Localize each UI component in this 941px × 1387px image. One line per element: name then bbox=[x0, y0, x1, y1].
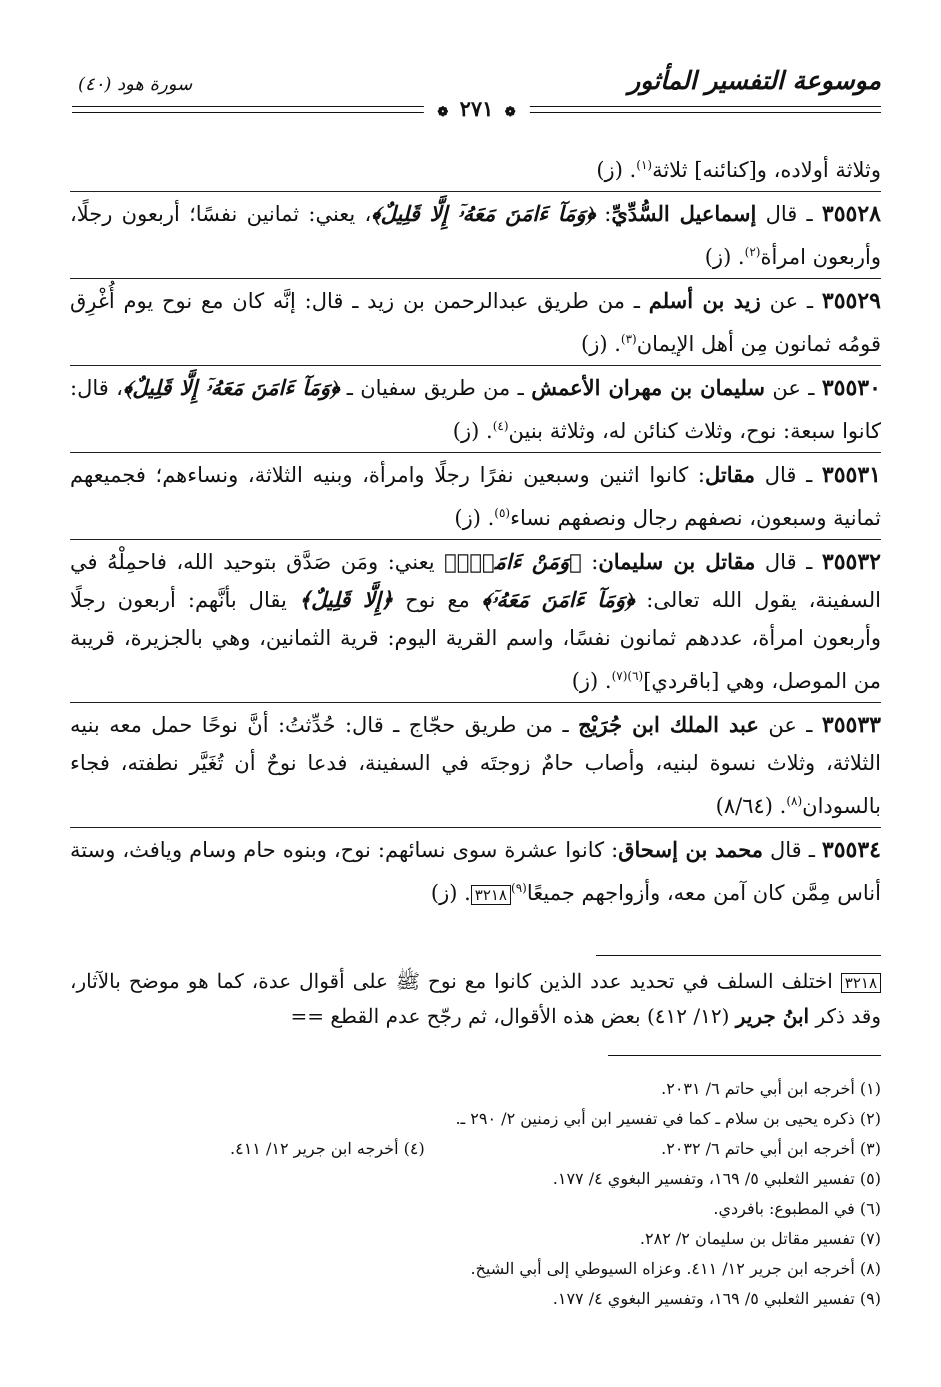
narrator-name: عبد الملك ابن جُرَيْج bbox=[578, 712, 759, 737]
entry-text: ـ قال bbox=[770, 838, 815, 862]
entry-number: ٣٥٥٣٠ bbox=[821, 375, 881, 401]
entry-number: ٣٥٥٢٨ bbox=[821, 201, 881, 227]
entry bbox=[70, 706, 881, 828]
footnote-ref: (٤) bbox=[492, 419, 509, 433]
entry-text: . (ز) bbox=[571, 669, 612, 693]
quran-verse: ﴿وَمَآ ءَامَنَ مَعَهُۥٓ إِلَّا قَلِيلٌ﴾ bbox=[371, 201, 595, 226]
commentary-separator bbox=[596, 955, 881, 956]
entry-text: يقال بأنَّهم: أربعون رجلًا وأربعون امرأة، عددهم ثمانون نفسًا، واسم القرية اليوم: قرية الثمانين، وهي بالجزيرة، قريبة من الموصل، وهي [باقردي] bbox=[70, 588, 881, 693]
commentary-block bbox=[70, 964, 881, 1034]
entry-text: : bbox=[604, 202, 612, 226]
commentary-tag: ٣٢١٨ bbox=[841, 973, 881, 993]
entry-text: مع نوح bbox=[405, 588, 470, 612]
narrator-name: إسماعيل السُّدِّيِّ bbox=[611, 201, 757, 226]
entry-text: . (ز) bbox=[596, 158, 637, 182]
footnote-ref: (٦)(٧) bbox=[611, 669, 644, 683]
narrator-name: زيد بن أسلم bbox=[648, 288, 761, 313]
quran-verse: ﴿وَمَآ ءَامَنَ مَعَهُۥٓ﴾ bbox=[481, 587, 635, 612]
entry-number: ٣٥٥٣٤ bbox=[821, 837, 881, 863]
footnote-ref: (٩) bbox=[511, 881, 527, 895]
entry-text: . (ز) bbox=[704, 245, 745, 269]
entry-text: ـ عن bbox=[768, 713, 813, 737]
footnote-ref: (٥) bbox=[494, 506, 511, 520]
footnote: (٩) تفسير الثعلبي ٥/ ١٦٩، وتفسير البغوي ٤/ ١٧٧. bbox=[552, 1289, 881, 1308]
entry-text: . (٨/٦٤) bbox=[715, 794, 787, 818]
footnote-text: (٣) أخرجه ابن أبي حاتم ٦/ ٢٠٣٢. bbox=[661, 1139, 881, 1158]
entry bbox=[70, 282, 881, 366]
entry bbox=[70, 831, 881, 914]
entry-text: : كانوا عشرة سوى نسائهم: نوح، وبنوه حام وسام ويافث، وستة أناس مِمَّن كان آمن معه، وأزواجهم جميعًا bbox=[70, 838, 881, 905]
footnote-ref: (٢) bbox=[744, 245, 761, 259]
commentary-text: (١٢/ ٤١٢) بعض هذه الأقوال، ثم رجّح عدم القطع == bbox=[290, 1004, 730, 1028]
entry bbox=[70, 146, 881, 192]
footnote-ref: (٨) bbox=[786, 794, 803, 808]
entry-text: ـ من طريق حجّاج ـ قال: حُدِّثتُ: أنَّ نوحًا حمل معه بنيه الثلاثة، وثلاث نسوة لبنيه، وأصاب حامٌ زوجتَه في السفينة، فدعا نوحٌ أن تُغَيَّر نطفته، فجاء بالسودان bbox=[70, 713, 881, 818]
footnote: (٨) أخرجه ابن جرير ١٢/ ٤١١. وعزاه السيوطي إلى أبي الشيخ. bbox=[470, 1259, 881, 1278]
commentary-text: اختلف السلف في تحديد عدد الذين كانوا مع نوح ﷺ على أقوال عدة، كما هو موضح بالآثار، وقد ذكر bbox=[70, 969, 881, 1028]
entry-number: ٣٥٥٣١ bbox=[821, 462, 881, 488]
footnote: (٥) تفسير الثعلبي ٥/ ١٦٩، وتفسير البغوي ٤/ ١٧٧. bbox=[552, 1169, 881, 1188]
entry bbox=[70, 369, 881, 453]
surah-label: سورة هود (٤٠) bbox=[78, 74, 193, 95]
entry bbox=[70, 456, 881, 540]
entry-text: . (ز) bbox=[430, 881, 471, 905]
footnote bbox=[70, 1134, 881, 1164]
footnote: (١) أخرجه ابن أبي حاتم ٦/ ٢٠٣١. bbox=[661, 1079, 881, 1098]
footnote: (٢) ذكره يحيى بن سلام ـ كما في تفسير ابن أبي زمنين ٢/ ٢٩٠ ـ. bbox=[455, 1109, 881, 1128]
entry-text: ـ من طريق عبدالرحمن بن زيد ـ قال: إنَّه كان مع نوح يوم أُغْرِق قومُه ثمانون مِن أهل الإيمان bbox=[70, 289, 881, 356]
narrator-name: مقاتل bbox=[705, 462, 756, 487]
entry-text: ـ قال bbox=[765, 202, 813, 226]
narrator-name: مقاتل بن سليمان bbox=[598, 549, 756, 574]
entry-text: : كانوا اثنين وسبعين نفرًا رجلًا وامرأة، وبنيه الثلاثة، ونساءهم؛ فجميعهم ثمانية وسبعون، نصفهم رجال ونصفهم نساء bbox=[70, 463, 881, 530]
page-number: ٢٧١ bbox=[459, 96, 494, 121]
footnotes bbox=[70, 1074, 881, 1314]
entry-text: . (ز) bbox=[452, 419, 493, 443]
quran-verse: ﴿وَمَنْ ءَامَنَۚ﴾ bbox=[444, 549, 582, 574]
main-text bbox=[70, 146, 881, 917]
footnote: (٧) تفسير مقاتل بن سليمان ٢/ ٢٨٢. bbox=[639, 1229, 881, 1248]
narrator-name: محمد بن إسحاق bbox=[618, 837, 763, 862]
entry bbox=[70, 543, 881, 703]
quran-verse: ﴿إِلَّا قَلِيلٌ﴾ bbox=[298, 587, 394, 612]
quran-verse: ﴿وَمَآ ءَامَنَ مَعَهُۥٓ إِلَّا قَلِيلٌ﴾ bbox=[122, 375, 340, 400]
entry-text: : bbox=[591, 550, 599, 574]
footnote: (٦) في المطبوع: بافردي. bbox=[713, 1199, 881, 1218]
entry-text: ، قال: كانوا سبعة: نوح، وثلاث كنائن له، وثلاثة بنين bbox=[70, 376, 881, 443]
entry-text: ـ قال bbox=[764, 550, 813, 574]
entry-number: ٣٥٥٢٩ bbox=[821, 288, 881, 314]
footnote-text: (٤) أخرجه ابن جرير ١٢/ ٤١١. bbox=[230, 1139, 425, 1158]
entry bbox=[70, 195, 881, 279]
book-title: موسوعة التفسير المأثور bbox=[628, 66, 881, 95]
commentary-name: ابنُ جرير bbox=[735, 1004, 810, 1028]
entry-text: ، يعني: ثمانين نفسًا؛ أربعون رجلًا، وأربعون امرأة bbox=[70, 202, 881, 269]
entry-text: . (ز) bbox=[581, 332, 621, 356]
ornament-icon: ❁ bbox=[504, 105, 516, 120]
narrator-name: سليمان بن مهران الأعمش bbox=[531, 375, 766, 400]
entry-number: ٣٥٥٣٣ bbox=[821, 712, 881, 738]
entry-text: ـ عن bbox=[769, 289, 814, 313]
commentary-ref-box: ٣٢١٨ bbox=[471, 885, 511, 905]
running-header bbox=[72, 66, 881, 126]
entry-text: . (ز) bbox=[454, 506, 495, 530]
entry-text: ـ قال bbox=[764, 463, 813, 487]
entry-number: ٣٥٥٣٢ bbox=[821, 549, 881, 575]
ornament-icon: ❁ bbox=[437, 105, 449, 120]
footnote-ref: (١) bbox=[636, 158, 653, 172]
footnote-separator bbox=[608, 1055, 881, 1056]
entry-text: وثلاثة أولاده، و[كنائنه] ثلاثة bbox=[652, 158, 881, 182]
entry-text: ـ من طريق سفيان ـ bbox=[346, 376, 524, 400]
page-number-block bbox=[423, 96, 529, 121]
entry-text: ـ عن bbox=[772, 376, 815, 400]
footnote-ref: (٣) bbox=[620, 332, 637, 346]
entry-text: يعني: ومَن صَدَّق بتوحيد الله، فاحمِلْهُ في السفينة، يقول الله تعالى: bbox=[70, 550, 881, 612]
